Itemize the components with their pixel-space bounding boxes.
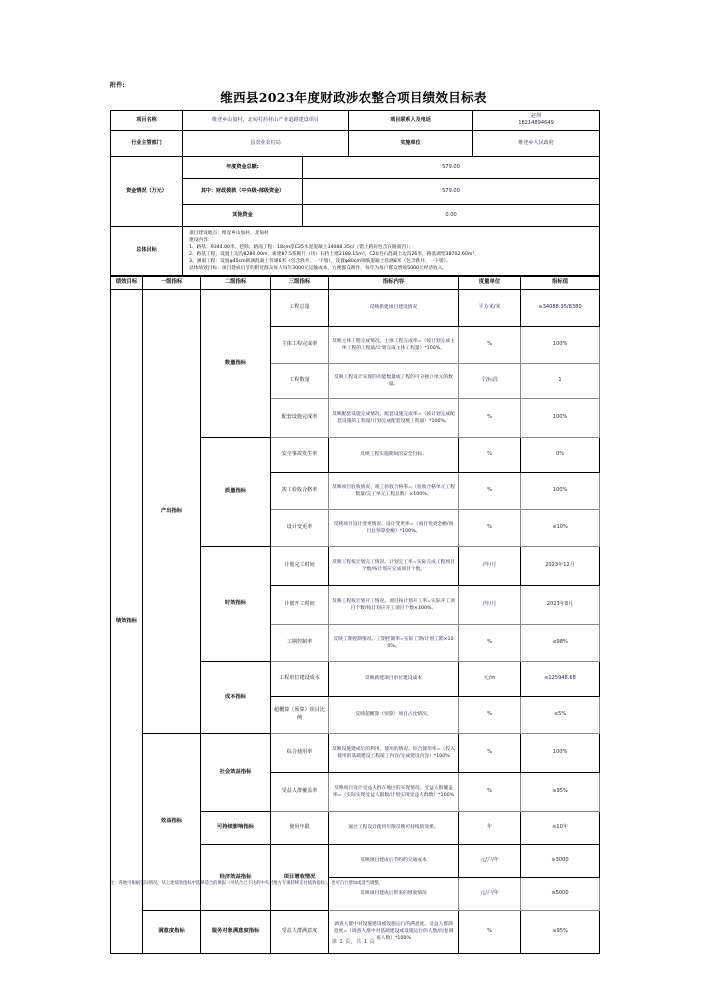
col-header-unit: 度量单位: [459, 277, 521, 290]
indicator-unit: 元/户/年: [459, 844, 521, 877]
funding-total-value: 579.00: [303, 156, 600, 178]
indicator-value: ≥95%: [521, 772, 600, 811]
indicator-value: ≥3000: [521, 844, 600, 877]
indicator-unit: 元/户/年: [459, 877, 521, 910]
l3-label: 综合使用率: [271, 733, 329, 772]
indicator-content: 反映项目建成后节约的交通成本: [329, 844, 459, 877]
funding-row-1: [111, 156, 600, 178]
indicator-content: 调查人群中对设施建设或设施运行的满意度。受益人群满意度=（调查人群中对基础建设或设施运行的人数/问卷调查人数）*100%: [329, 910, 459, 953]
indicator-content: 反映工程设计实现的功能数量或工程的可分独立单元的数量。: [329, 363, 459, 398]
indicator-content: 反映项目设计受益人群在地区的实现情况。受益人群覆盖率=（实际实现受益人群数/计划实现受益人群数）*100%: [329, 772, 459, 811]
header-info-table: [110, 110, 600, 276]
funding-row-2: [111, 178, 600, 204]
l3-label: 使用年限: [271, 811, 329, 844]
page-number: 第 1 页，共 1 页: [331, 939, 376, 945]
l3-label: 安全事故发生率: [271, 437, 329, 472]
level2-social: 社会效益指标: [201, 733, 271, 811]
project-name-value: 维登乡山加村、北甸村药材山产业道路建设项目: [183, 111, 349, 131]
indicator-content: 反映项目设计变更情况。设计变更率=（项目变更金额/项目总预算金额）*100%。: [329, 509, 459, 546]
col-header-value: 指标值: [521, 277, 600, 290]
contact-label: 项目联系人及电话: [349, 111, 473, 131]
indicator-content: 反映新建项目单位建设成本: [329, 661, 459, 696]
page-title: 维西县2023年度财政涉农整合项目绩效目标表: [220, 90, 487, 105]
l3-label: 竣工验收合格率: [271, 472, 329, 509]
col-header-goal: 绩效目标: [111, 277, 143, 290]
indicator-value: ≥95%: [521, 910, 600, 953]
indicator-content: 反映超概算（预算）项目占比情况。: [329, 696, 459, 733]
level2-cost: 成本指标: [201, 661, 271, 733]
project-name-row: [111, 111, 600, 131]
indicator-unit: %: [459, 733, 521, 772]
l3-label: 设计变更率: [271, 509, 329, 546]
level2-quantity: 数量指标: [201, 289, 271, 437]
indicator-value: 0%: [521, 437, 600, 472]
l3-label: 工期控制率: [271, 624, 329, 661]
project-name-label: 项目名称: [111, 111, 183, 131]
funding-gov-value: 579.00: [303, 178, 600, 204]
indicator-value: ≤5%: [521, 696, 600, 733]
overall-goal-content: [183, 226, 600, 275]
col-header-level3: 三级指标: [271, 277, 329, 290]
l3-label: 受益人群覆盖率: [271, 772, 329, 811]
l3-label: 受益人群满意度: [271, 910, 329, 953]
implement-unit-label: 实施单位: [349, 130, 473, 156]
goal-line-3: 2、路基工程，设置土边沟8280.00m，新建87.5浆砌片（块）石挡土墙2188.15m³，C20毛石混凝土边沟26米，路基调型38702.60m³，: [189, 251, 480, 257]
indicator-value: 1: [521, 363, 600, 398]
indicator-unit: %: [459, 910, 521, 953]
indicator-value: ≤125948.68: [521, 661, 600, 696]
level1-benefit: 效益指标: [143, 733, 201, 910]
indicator-content: 反映设施建成后的利用、使用的情况。综合使用率=（投入使用的基础建设工程竣工内容/完成建设内容）*100%: [329, 733, 459, 772]
indicator-value: 100%: [521, 472, 600, 509]
level2-sustainability: 可持续影响指标: [201, 811, 271, 844]
level2-service-satisfaction: 服务对象满意度指标: [201, 910, 271, 953]
l3-label: 工程单位建设成本: [271, 661, 329, 696]
indicator-content: 通过工程设计使用年限反映可持续的效果。: [329, 811, 459, 844]
indicator-unit: /年/月: [459, 546, 521, 585]
indicator-content: 反映主体工程完成情况。主体工程完成率=（按计划完成主体工程的工程量/计划完成主体工程量）*100%。: [329, 326, 459, 363]
contact-value: [473, 111, 600, 131]
goal-line-5: 总体绩效目标：项目建成后节约附近群众每人每年3000元运输成本，方便群众耕作，每年为每户群众增收5000元经济收入。: [189, 265, 448, 271]
indicator-content: 反映项目验收情况。竣工验收合格率=（验收合格单元工程数量/完工单元工程总数）×100%。: [329, 472, 459, 509]
table-row: [111, 289, 600, 326]
authority-row: [111, 130, 600, 156]
funding-label: 资金情况（万元）: [111, 156, 183, 226]
indicator-unit: %: [459, 772, 521, 811]
overall-goal-row: [111, 226, 600, 275]
goal-line-0: 项目建设地点：维登乡山加村、北甸村: [189, 230, 269, 236]
main-table-container: [110, 110, 599, 954]
indicator-content: 反映工期控制情况。工期控制率=实际工期/计划工期×100%。: [329, 624, 459, 661]
table-row: [111, 910, 600, 953]
indicator-value: ≥34088.35/8380: [521, 289, 600, 326]
indicator-value: 100%: [521, 326, 600, 363]
attachment-label: 附件:: [110, 82, 125, 89]
contact-name: 赵坝: [530, 113, 542, 119]
indicator-unit: 元/m: [459, 661, 521, 696]
footnote: 注：各地可根据实际情况，从上述绩效指标中选择适合的填报（可结合已下达的中央对地方专项转移支付绩效指标），也可自行增加或适当调整。: [110, 881, 383, 886]
goal-line-4: 3、涵洞工程：设置φ40cm圆涵混凝土管涵6米（包含跌井、一字墙），设置φ80cm钢筋混凝土管涵8米（包含跌井、一字墙）。: [189, 258, 451, 264]
funding-row-3: [111, 204, 600, 226]
indicator-value: ≤98%: [521, 624, 600, 661]
level2-quality: 质量指标: [201, 437, 271, 546]
indicator-unit: /年/月: [459, 585, 521, 624]
indicator-value: ≤10%: [521, 509, 600, 546]
table-row: [111, 733, 600, 772]
overall-goal-label: 总体目标: [111, 226, 183, 275]
indicator-content: 反映工程按计划完工情况。计划完工率=实际完成工程项目个数/按计划应完成项目个数。: [329, 546, 459, 585]
col-header-level2: 二级指标: [201, 277, 271, 290]
contact-phone: 18214894649: [518, 120, 554, 127]
level2-timeliness: 时效指标: [201, 546, 271, 661]
funding-gov-label: 其中：财政拨款（中央级-部级资金）: [183, 178, 303, 204]
indicator-unit: %: [459, 509, 521, 546]
funding-other-value: 0.00: [303, 204, 600, 226]
l3-label: 工程数量: [271, 363, 329, 398]
indicator-unit: %: [459, 326, 521, 363]
indicator-unit: %: [459, 624, 521, 661]
l3-label: 计划开工时间: [271, 585, 329, 624]
l3-label: 主体工程完成率: [271, 326, 329, 363]
indicator-value: ≥10年: [521, 811, 600, 844]
l3-label: 配套设施完成率: [271, 398, 329, 437]
indicator-unit: 年: [459, 811, 521, 844]
l3-label: 计划完工时间: [271, 546, 329, 585]
indicator-unit: %: [459, 437, 521, 472]
indicator-content: 反映新建项目建设情况: [329, 289, 459, 326]
col-header-level1: 一级指标: [143, 277, 201, 290]
indicator-value: 100%: [521, 733, 600, 772]
indicator-value: 2023年8月: [521, 585, 600, 624]
indicator-content: 反映工程按计划开工情况。项目按计划开工率=实际开工项目个数/按计划应开工项目个数×100%。: [329, 585, 459, 624]
funding-total-label: 年度资金总额:: [183, 156, 303, 178]
indicator-unit: %: [459, 398, 521, 437]
indicator-content: 反映工程实施期间的安全目标。: [329, 437, 459, 472]
implement-unit-value: 维登乡人民政府: [473, 130, 600, 156]
level2-economic: 经济效益指标: [201, 844, 271, 910]
l3-label: 项目增收情况: [271, 844, 329, 910]
authority-value: 县农业农村局: [183, 130, 349, 156]
l3-label: 超概算（预算）项目比例: [271, 696, 329, 733]
funding-other-label: 其他资金: [183, 204, 303, 226]
col-header-content: 指标内容: [329, 277, 459, 290]
indicator-unit: %: [459, 472, 521, 509]
level1-output: 产出指标: [143, 289, 201, 733]
indicator-value: 100%: [521, 398, 600, 437]
level1-satisfaction: 满意度指标: [143, 910, 201, 953]
performance-indicator-table: [110, 276, 600, 954]
indicator-content: 反映配套设施完成情况。配套设施完成率=（按计划完成配套设施的工程量/计划完成配套设施工程量）*100%。: [329, 398, 459, 437]
indicator-content: 反映项目建成后带来的增收情况: [329, 877, 459, 910]
indicator-unit: 平方米/米: [459, 289, 521, 326]
authority-label: 行业主管部门: [111, 130, 183, 156]
table-header-row: [111, 277, 600, 290]
indicator-value: ≥5000: [521, 877, 600, 910]
indicator-unit: 个/标段: [459, 363, 521, 398]
indicator-value: 2023年12月: [521, 546, 600, 585]
l3-label: 工程总量: [271, 289, 329, 326]
goal-line-2: 1、路基：9344.00米，挖除；路面工程：18cm厚C25水泥混凝土34088.35㎡（错土路肩包含在路面内）；: [189, 244, 414, 250]
performance-root-label: 绩效指标: [111, 289, 143, 953]
goal-line-1: 建设内容：: [189, 237, 213, 243]
indicator-unit: %: [459, 696, 521, 733]
